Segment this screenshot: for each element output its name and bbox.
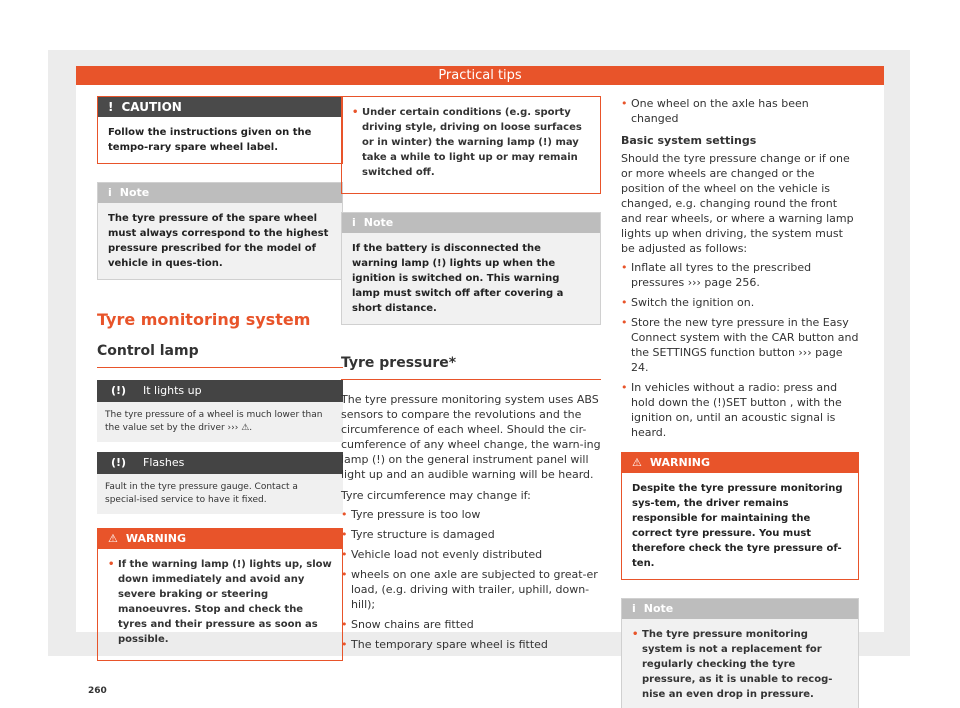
step-item: • Switch the ignition on. — [621, 295, 859, 310]
note-title: Note — [119, 186, 150, 199]
step-item: • In vehicles without a radio: press and hold down the (!)SET button , with the ignition on, until an acoustic signal is heard. — [621, 380, 859, 440]
info-icon: i — [108, 186, 112, 199]
lamp-row-lights-up — [97, 380, 343, 402]
subsection-title: Control lamp — [97, 343, 343, 368]
list-item: • Tyre pressure is too low — [341, 507, 601, 522]
note-title: Note — [643, 602, 674, 615]
note-header — [98, 183, 342, 203]
caution-title: CAUTION — [121, 100, 182, 114]
warning-body: • If the warning lamp (!) lights up, slow down immediately and avoid any severe braking or steering manoeuvres. Stop and check the tyres and their pressure as soon as possible. — [108, 557, 332, 647]
note-body: The tyre pressure of the spare wheel must always correspond to the highest pressure prescribed for the model of vehicle in ques-tion. — [108, 213, 329, 269]
warning-title: WARNING — [649, 456, 711, 469]
note-body: • The tyre pressure monitoring system is not a replacement for regularly checking the tyre pressure, as it is unable to recog-nise an even drop in pressure. — [632, 627, 848, 702]
lamp-label: Flashes — [143, 456, 185, 469]
tyre-pressure-intro: The tyre pressure monitoring system uses ABS sensors to compare the revolutions and the circumference of each wheel. Should the cir-cumference of any wheel change, the warn-ing lamp (!) on the general instrument panel will light up and an audible warning will be heard. — [341, 393, 601, 481]
caution-header — [98, 97, 342, 117]
basic-settings-body: Should the tyre pressure change or if one or more wheels are changed or the position of the wheel on the vehicle is changed, e.g. changing round the front and rear wheels, or where a warning lamp lights up when driving, the system must be adjusted as follows: — [621, 152, 854, 255]
info-icon: i — [632, 602, 636, 615]
caution-icon: ! — [108, 100, 114, 114]
caution-box — [97, 96, 343, 164]
caution-body: Follow the instructions given on the tempo-rary spare wheel label. — [108, 127, 312, 153]
list-item: • Tyre structure is damaged — [341, 527, 601, 542]
warning-triangle-icon: ⚠ — [108, 532, 118, 545]
info-icon: i — [352, 216, 356, 229]
note-header — [342, 213, 600, 233]
section-title-tyre-pressure: Tyre pressure* — [341, 355, 601, 380]
lamp-description: Fault in the tyre pressure gauge. Contact a special-ised service to have it fixed. — [97, 474, 343, 514]
warning-header — [622, 453, 858, 473]
lamp-row-flashes — [97, 452, 343, 474]
section-title: Tyre monitoring system — [97, 310, 311, 329]
list-item: • Vehicle load not evenly distributed — [341, 547, 601, 562]
warning-box-continued — [341, 96, 601, 194]
manual-page — [76, 66, 884, 700]
list-item: • The temporary spare wheel is fitted — [341, 637, 601, 652]
warning-title: WARNING — [125, 532, 187, 545]
note-box-spare — [97, 182, 343, 280]
warning-body: Despite the tyre pressure monitoring sys-tem, the driver remains responsible for maintaining the correct tyre pressure. You must therefore check the tyre pressure of-ten. — [632, 483, 843, 569]
change-intro: Tyre circumference may change if: — [341, 489, 531, 502]
warning-box-driver — [621, 452, 859, 580]
lamp-label: It lights up — [143, 384, 202, 397]
warning-triangle-icon: ⚠ — [632, 456, 642, 469]
lamp-description: The tyre pressure of a wheel is much lower than the value set by the driver ››› ⚠. — [97, 402, 343, 442]
step-item: • Inflate all tyres to the prescribed pressures ››› page 256. — [621, 260, 859, 290]
warning-box — [97, 528, 343, 661]
page-header: Practical tips — [76, 66, 884, 85]
column-middle — [341, 96, 601, 657]
list-item: • Snow chains are fitted — [341, 617, 601, 632]
column-right — [621, 96, 859, 708]
note-header — [622, 599, 858, 619]
basic-settings-title: Basic system settings — [621, 134, 757, 147]
note-box-battery — [341, 212, 601, 325]
warning-continued-body: • Under certain conditions (e.g. sporty driving style, driving on loose surfaces or in winter) the warning lamp (!) may take a while to light up or may remain switched off. — [352, 105, 590, 180]
note-box-monitoring — [621, 598, 859, 708]
list-item: • wheels on one axle are subjected to great-er load, (e.g. driving with trailer, uphill, down-hill); — [341, 567, 601, 612]
warning-header — [98, 529, 342, 549]
tyre-warning-icon: (!) — [111, 384, 127, 397]
page-number: 260 — [88, 686, 107, 696]
step-item: • Store the new tyre pressure in the Easy Connect system with the CAR button and the SETTINGS function button ››› page 24. — [621, 315, 859, 375]
note-body: If the battery is disconnected the warning lamp (!) lights up when the ignition is switched on. This warning lamp must switch off after covering a short distance. — [352, 243, 564, 314]
note-title: Note — [363, 216, 394, 229]
tyre-warning-icon: (!) — [111, 456, 127, 469]
column-left — [97, 96, 343, 679]
list-item: • One wheel on the axle has been changed — [621, 96, 859, 126]
